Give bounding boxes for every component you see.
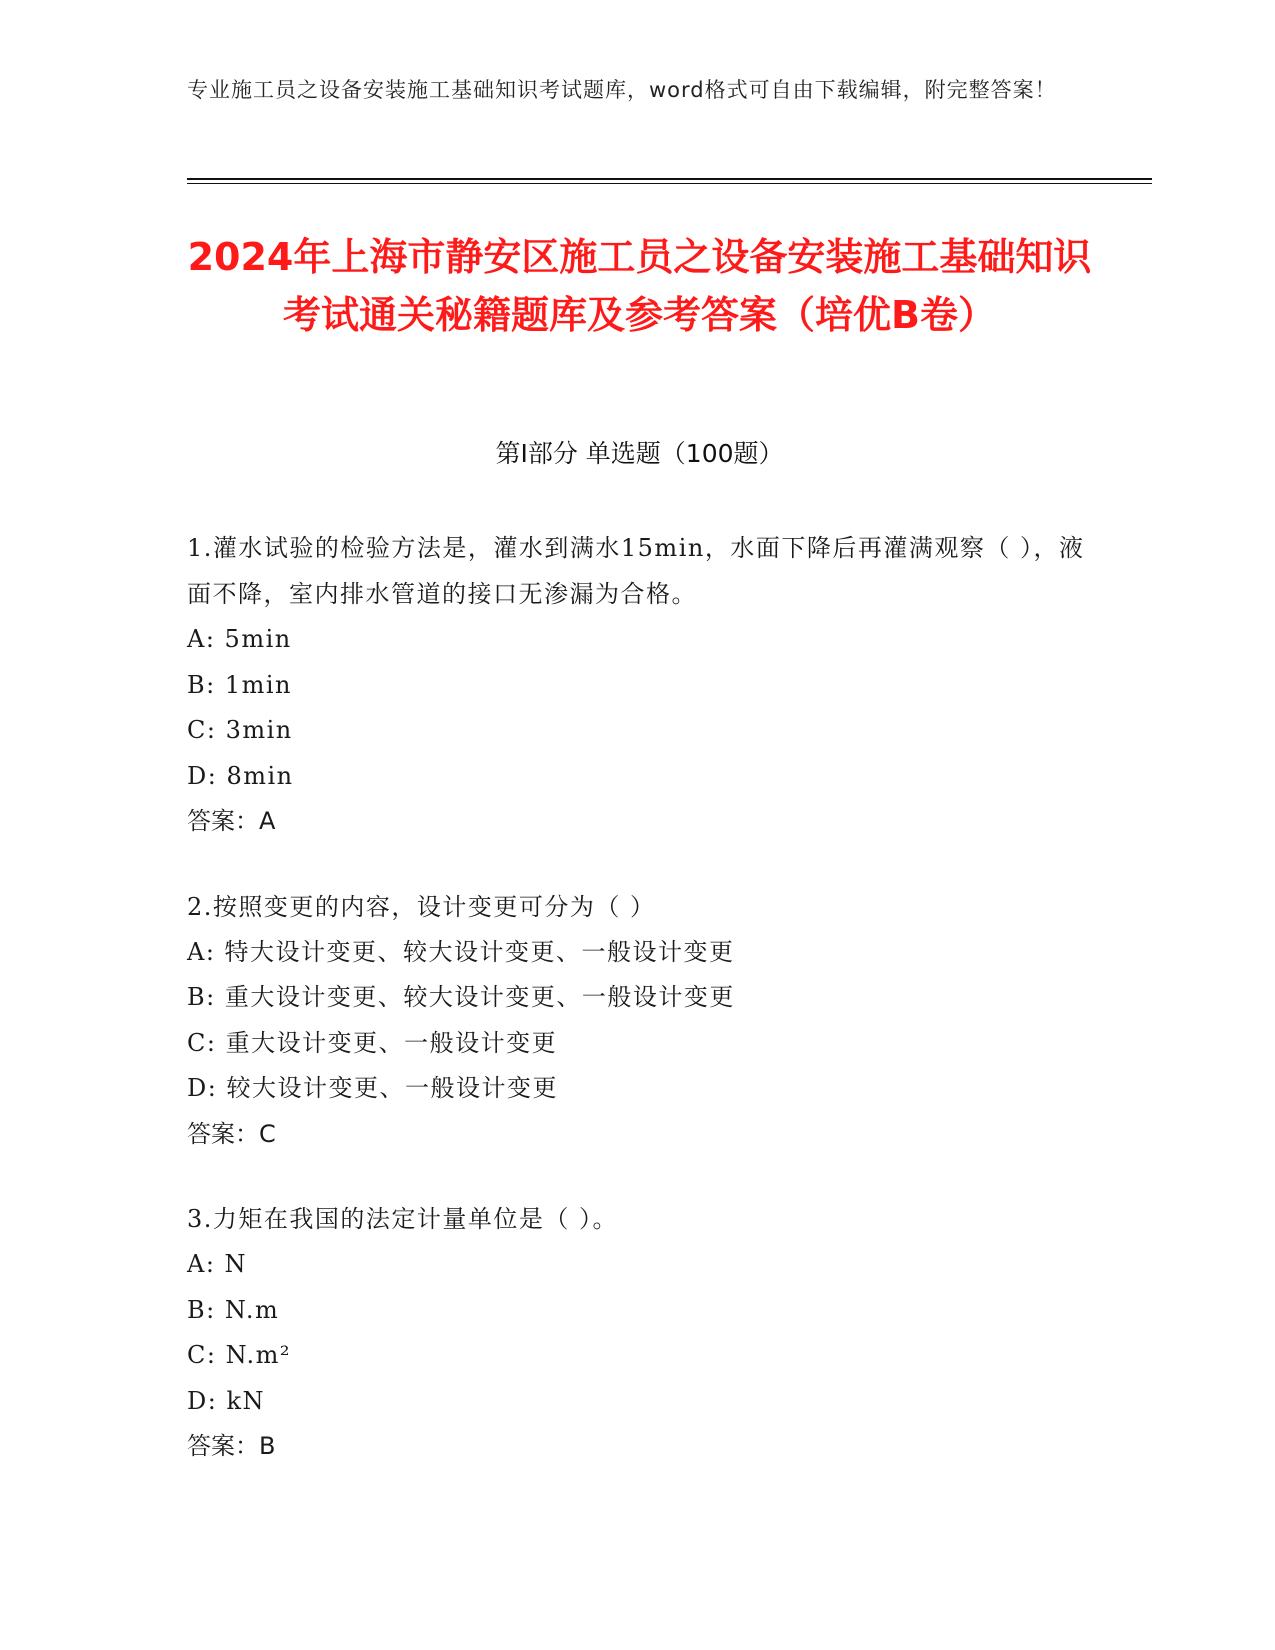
header-note: 专业施工员之设备安装施工基础知识考试题库，word格式可自由下载编辑，附完整答案！ bbox=[187, 78, 1057, 102]
option-b: B: 1min bbox=[187, 670, 293, 699]
answer: 答案：C bbox=[187, 1119, 276, 1148]
header-rule-thin bbox=[187, 183, 1152, 184]
question-list bbox=[187, 525, 1092, 1509]
option-a: A: 特大设计变更、较大设计变更、一般设计变更 bbox=[187, 937, 735, 966]
option-a: A: 5min bbox=[187, 625, 292, 653]
option-d: D: 较大设计变更、一般设计变更 bbox=[187, 1074, 558, 1102]
option-a: A: N bbox=[187, 1250, 248, 1278]
option-c: C: 重大设计变更、一般设计变更 bbox=[187, 1028, 558, 1057]
document-title: 2024年上海市静安区施工员之设备安装施工基础知识考试通关秘籍题库及参考答案（培优B卷） bbox=[187, 235, 1092, 337]
option-c: C: N.m² bbox=[187, 1341, 292, 1369]
question-stem: 2.按照变更的内容，设计变更可分为（ ） bbox=[187, 892, 656, 921]
question-3 bbox=[187, 1196, 1092, 1470]
question-1 bbox=[187, 525, 1092, 845]
question-2 bbox=[187, 884, 1092, 1158]
section-title: 第Ⅰ部分 单选题（100题） bbox=[495, 439, 784, 468]
answer: 答案：A bbox=[187, 807, 276, 835]
option-b: B: 重大设计变更、较大设计变更、一般设计变更 bbox=[187, 983, 735, 1011]
option-d: D: 8min bbox=[187, 761, 294, 790]
option-d: D: kN bbox=[187, 1386, 265, 1415]
question-stem: 1.灌水试验的检验方法是，灌水到满水15min，水面下降后再灌满观察（ ），液面不降，室内排水管道的接口无渗漏为合格。 bbox=[187, 534, 1085, 608]
option-b: B: N.m bbox=[187, 1295, 280, 1324]
option-c: C: 3min bbox=[187, 716, 293, 744]
question-stem: 3.力矩在我国的法定计量单位是（ ）。 bbox=[187, 1205, 619, 1233]
header-rule-thick bbox=[187, 178, 1152, 180]
answer: 答案：B bbox=[187, 1432, 276, 1460]
